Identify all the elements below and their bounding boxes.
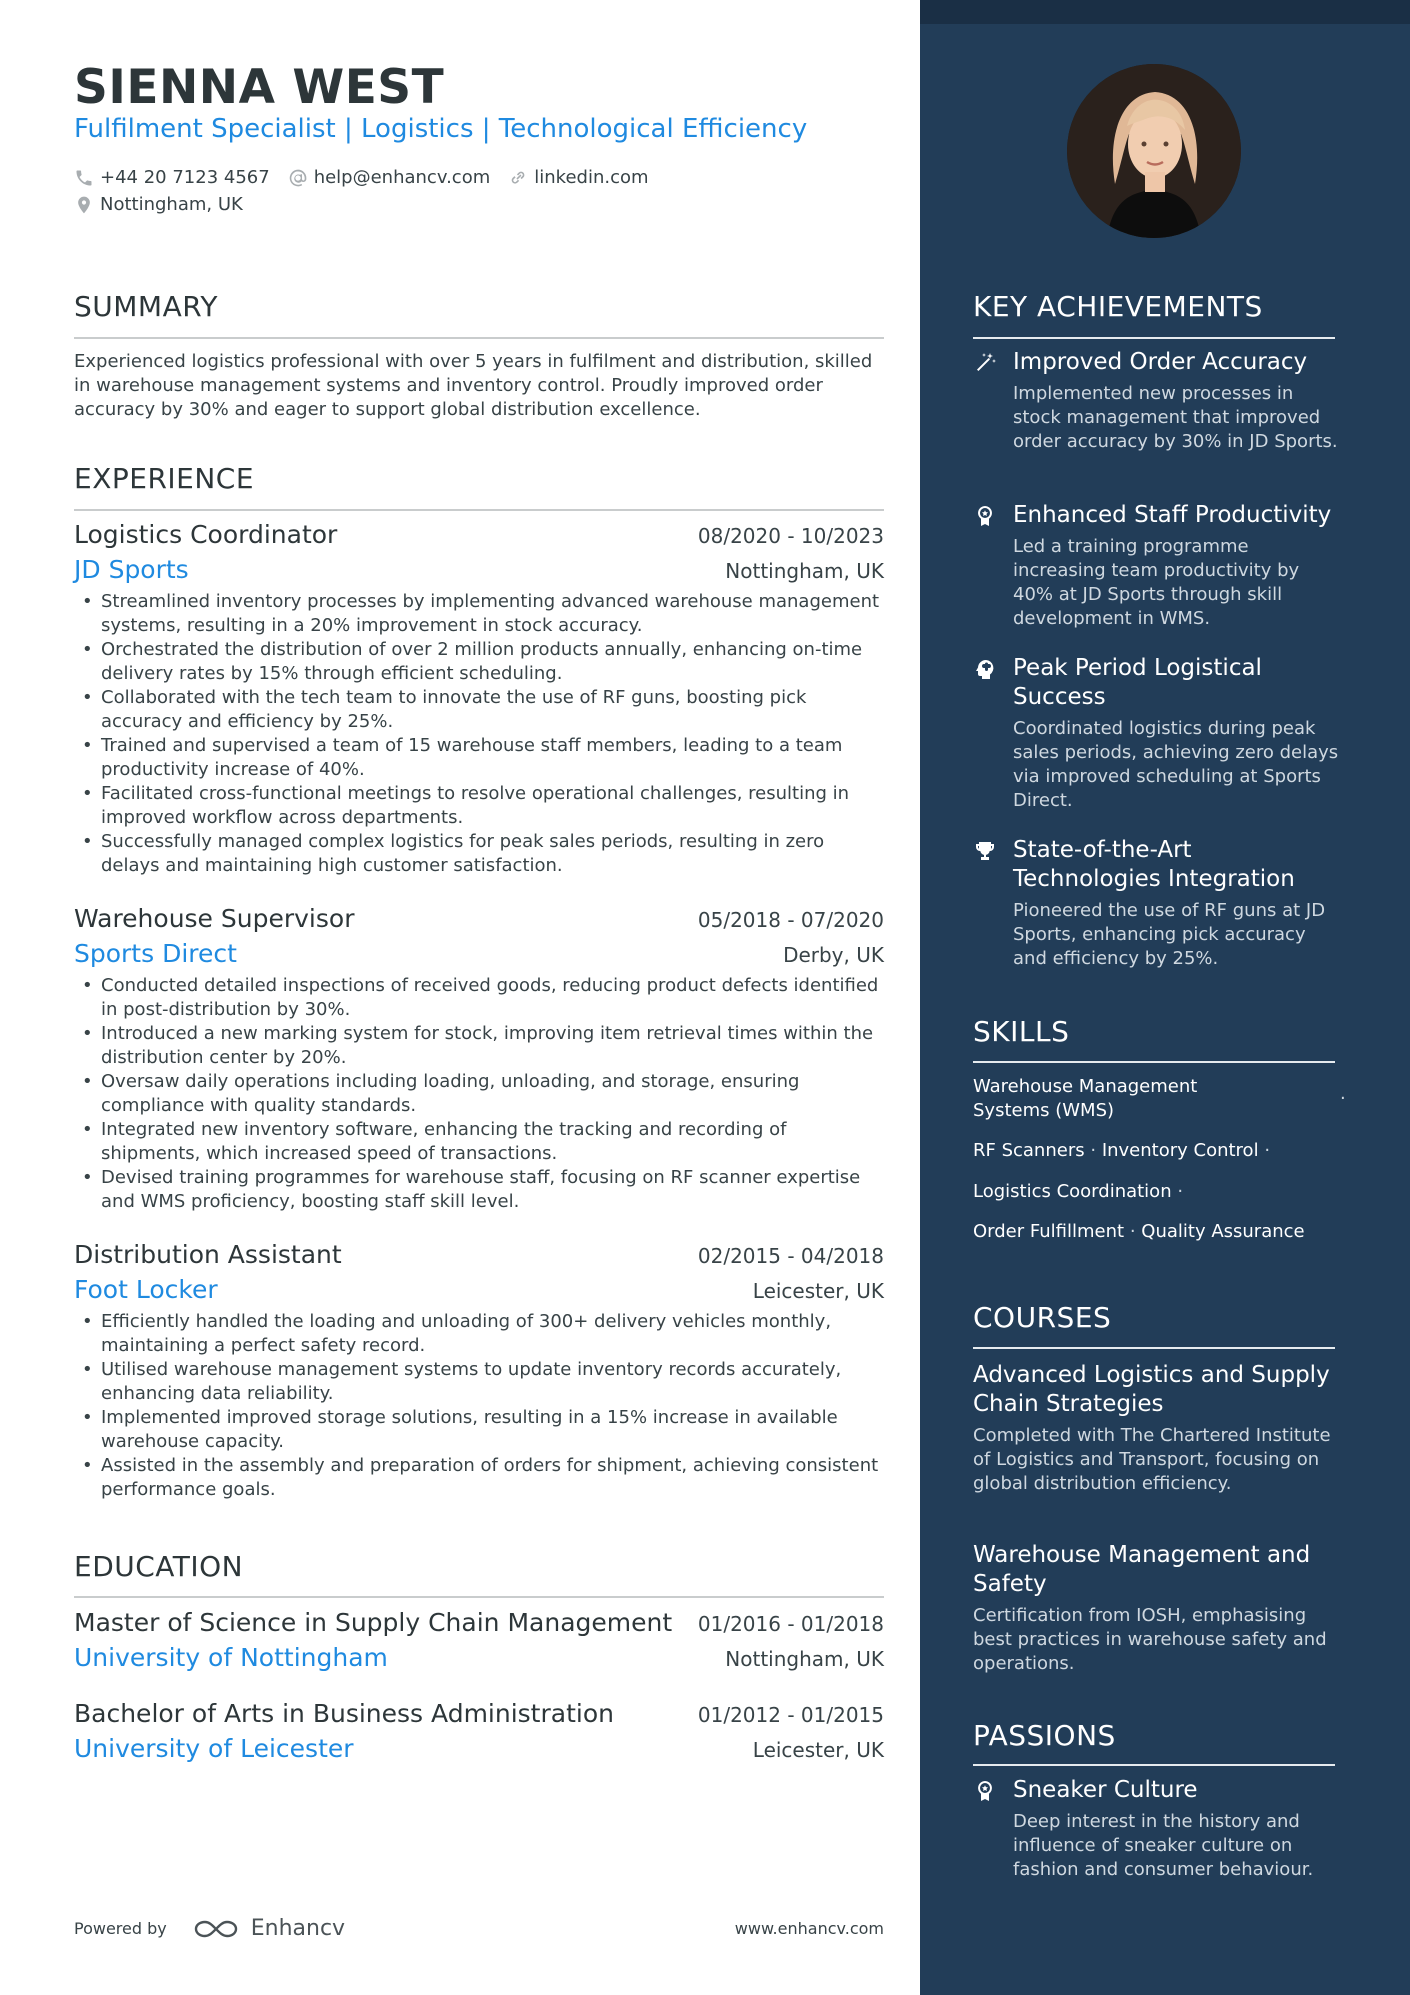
skills-divider xyxy=(973,1061,1335,1063)
job-bullet: • Introduced a new marking system for stock, improving item retrieval times within the distribution center by 20%. xyxy=(74,1022,884,1070)
job-bullet: • Successfully managed complex logistics for peak sales periods, resulting in zero delays and maintaining high customer satisfaction. xyxy=(74,830,884,878)
skill-line xyxy=(973,1220,1343,1244)
summary-text: Experienced logistics professional with over 5 years in fulfilment and distribution, skilled in warehouse management systems and inventory control. Proudly improved order accuracy by 30% and eager to support global distribution excellence. xyxy=(74,351,873,420)
course-item xyxy=(973,1361,1343,1496)
achievement-description: Pioneered the use of RF guns at JD Sports, enhancing pick accuracy and efficiency by 25%. xyxy=(1013,900,1326,969)
page-footer xyxy=(74,1916,884,1941)
infinity-logo-icon xyxy=(193,1917,239,1941)
enhancv-brand-name: Enhancv xyxy=(250,1916,346,1941)
passion-title: Sneaker Culture xyxy=(1013,1777,1198,1803)
job-bullet: • Orchestrated the distribution of over 2 million products annually, enhancing on-time delivery rates by 15% through efficient scheduling. xyxy=(74,638,884,686)
achievement-title: Peak Period Logistical Success xyxy=(1013,655,1262,710)
email-contact[interactable] xyxy=(288,167,491,188)
experience-entry xyxy=(74,904,884,1214)
skill-line xyxy=(973,1180,1343,1204)
skill-line xyxy=(973,1139,1343,1163)
skill-item: Quality Assurance xyxy=(1141,1221,1305,1242)
experience-heading: EXPERIENCE xyxy=(74,462,255,495)
course-title: Advanced Logistics and Supply Chain Strategies xyxy=(973,1362,1330,1417)
course-description: Completed with The Chartered Institute of Logistics and Transport, focusing on global distribution efficiency. xyxy=(973,1425,1331,1494)
magic-wand-icon xyxy=(973,348,1001,376)
experience-divider xyxy=(74,509,884,511)
passions-divider xyxy=(973,1764,1335,1766)
company-name[interactable]: JD Sports xyxy=(74,555,189,584)
map-pin-icon xyxy=(74,195,94,215)
skill-item: Inventory Control xyxy=(1101,1140,1259,1161)
profile-photo xyxy=(1067,64,1241,238)
powered-by-label: Powered by xyxy=(74,1919,167,1938)
skill-item: RF Scanners xyxy=(973,1140,1085,1161)
candidate-tagline: Fulfilment Specialist | Logistics | Technological Efficiency xyxy=(74,114,808,144)
linkedin-url: linkedin.com xyxy=(534,167,649,188)
contact-info xyxy=(74,164,894,218)
job-bullet: • Streamlined inventory processes by implementing advanced warehouse management systems, resulting in a 20% improvement in stock accuracy. xyxy=(74,590,884,638)
course-title: Warehouse Management and Safety xyxy=(973,1542,1311,1597)
company-name[interactable]: Sports Direct xyxy=(74,939,237,968)
job-bullets xyxy=(74,1310,884,1502)
achievement-item xyxy=(973,836,1343,971)
job-bullet: • Collaborated with the tech team to innovate the use of RF guns, boosting pick accuracy and efficiency by 25%. xyxy=(74,686,884,734)
sidebar-top-band xyxy=(920,0,1410,24)
skill-separator: · xyxy=(1129,1221,1136,1242)
education-location: Leicester, UK xyxy=(752,1738,884,1762)
phone-contact[interactable] xyxy=(74,167,270,188)
email-address: help@enhancv.com xyxy=(313,167,491,188)
course-item xyxy=(973,1541,1343,1676)
education-dates: 01/2016 - 01/2018 xyxy=(697,1612,884,1636)
phone-icon xyxy=(74,168,94,188)
school-name[interactable]: University of Nottingham xyxy=(74,1643,388,1672)
job-dates: 08/2020 - 10/2023 xyxy=(697,524,884,548)
sidebar xyxy=(920,0,1410,1995)
job-location: Leicester, UK xyxy=(752,1279,884,1303)
skill-separator: · xyxy=(1090,1140,1097,1161)
degree-title: Bachelor of Arts in Business Administration xyxy=(74,1699,614,1728)
trophy-icon xyxy=(973,836,1001,864)
courses-divider xyxy=(973,1347,1335,1349)
job-bullet: • Utilised warehouse management systems to update inventory records accurately, enhancing data reliability. xyxy=(74,1358,884,1406)
job-bullet: • Conducted detailed inspections of received goods, reducing product defects identified in post-distribution by 30%. xyxy=(74,974,884,1022)
job-dates: 05/2018 - 07/2020 xyxy=(697,908,884,932)
summary-divider xyxy=(74,337,884,339)
course-description: Certification from IOSH, emphasising best practices in warehouse safety and operations. xyxy=(973,1605,1327,1674)
education-entry xyxy=(74,1608,884,1672)
award-ribbon-icon xyxy=(973,1776,1001,1804)
job-title: Distribution Assistant xyxy=(74,1240,342,1269)
job-bullets xyxy=(74,590,884,878)
job-bullet: • Trained and supervised a team of 15 warehouse staff members, leading to a team productivity increase of 40%. xyxy=(74,734,884,782)
achievement-item xyxy=(973,348,1343,454)
brain-icon xyxy=(973,654,1001,682)
courses-heading: COURSES xyxy=(973,1301,1112,1334)
linkedin-contact[interactable] xyxy=(508,167,648,188)
achievements-heading: KEY ACHIEVEMENTS xyxy=(973,290,1263,323)
experience-entry xyxy=(74,1240,884,1502)
job-bullet: • Integrated new inventory software, enhancing the tracking and recording of shipments, which increased speed of transactions. xyxy=(74,1118,884,1166)
skill-item: Logistics Coordination xyxy=(973,1181,1172,1202)
passion-description: Deep interest in the history and influence of sneaker culture on fashion and consumer behaviour. xyxy=(1013,1811,1314,1880)
achievement-title: State-of-the-Art Technologies Integration xyxy=(1013,837,1295,892)
education-dates: 01/2012 - 01/2015 xyxy=(697,1703,884,1727)
achievement-description: Coordinated logistics during peak sales periods, achieving zero delays via improved scheduling at Sports Direct. xyxy=(1013,718,1339,811)
footer-website[interactable]: www.enhancv.com xyxy=(734,1919,884,1938)
job-title: Warehouse Supervisor xyxy=(74,904,355,933)
achievement-description: Led a training programme increasing team productivity by 40% at JD Sports through skill development in WMS. xyxy=(1013,536,1300,629)
skill-separator: · xyxy=(1264,1140,1271,1161)
job-bullet: • Oversaw daily operations including loading, unloading, and storage, ensuring compliance with quality standards. xyxy=(74,1070,884,1118)
phone-number: +44 20 7123 4567 xyxy=(100,167,270,188)
skill-item: Order Fulfillment xyxy=(973,1221,1125,1242)
skill-separator: · xyxy=(1340,1088,1346,1109)
job-bullets xyxy=(74,974,884,1214)
enhancv-logo[interactable] xyxy=(193,1916,345,1941)
job-bullet: • Facilitated cross-functional meetings to resolve operational challenges, resulting in improved workflow across departments. xyxy=(74,782,884,830)
skill-item: Warehouse Management Systems (WMS) xyxy=(973,1076,1198,1121)
candidate-name: SIENNA WEST xyxy=(74,60,445,115)
location-contact xyxy=(74,194,243,215)
job-location: Derby, UK xyxy=(783,943,884,967)
job-dates: 02/2015 - 04/2018 xyxy=(697,1244,884,1268)
achievement-item xyxy=(973,501,1343,631)
avatar-portrait xyxy=(1067,64,1241,238)
passion-item xyxy=(973,1776,1343,1882)
education-heading: EDUCATION xyxy=(74,1550,244,1583)
achievement-title: Enhanced Staff Productivity xyxy=(1013,502,1332,528)
job-bullet: • Efficiently handled the loading and unloading of 300+ delivery vehicles monthly, maintaining a perfect safety record. xyxy=(74,1310,884,1358)
education-divider xyxy=(74,1596,884,1598)
location-text: Nottingham, UK xyxy=(100,194,243,215)
link-icon xyxy=(508,168,528,188)
company-name[interactable]: Foot Locker xyxy=(74,1275,218,1304)
achievements-divider xyxy=(973,337,1335,339)
at-sign-icon xyxy=(288,168,308,188)
job-bullet: • Implemented improved storage solutions, resulting in a 15% increase in available warehouse capacity. xyxy=(74,1406,884,1454)
job-bullet: • Assisted in the assembly and preparation of orders for shipment, achieving consistent performance goals. xyxy=(74,1454,884,1502)
experience-entry xyxy=(74,520,884,878)
powered-by xyxy=(74,1916,345,1941)
achievement-item xyxy=(973,654,1343,813)
school-name[interactable]: University of Leicester xyxy=(74,1734,354,1763)
award-ribbon-icon xyxy=(973,501,1001,529)
skills-heading: SKILLS xyxy=(973,1015,1070,1048)
achievement-description: Implemented new processes in stock management that improved order accuracy by 30% in JD Sports. xyxy=(1013,383,1338,452)
summary-heading: SUMMARY xyxy=(74,290,219,323)
job-location: Nottingham, UK xyxy=(725,559,884,583)
job-bullet: • Devised training programmes for warehouse staff, focusing on RF scanner expertise and WMS proficiency, boosting staff skill level. xyxy=(74,1166,884,1214)
education-entry xyxy=(74,1699,884,1763)
education-location: Nottingham, UK xyxy=(725,1647,884,1671)
degree-title: Master of Science in Supply Chain Management xyxy=(74,1608,673,1637)
achievement-title: Improved Order Accuracy xyxy=(1013,349,1308,375)
passions-heading: PASSIONS xyxy=(973,1719,1116,1752)
skill-separator: · xyxy=(1177,1181,1184,1202)
job-title: Logistics Coordinator xyxy=(74,520,338,549)
